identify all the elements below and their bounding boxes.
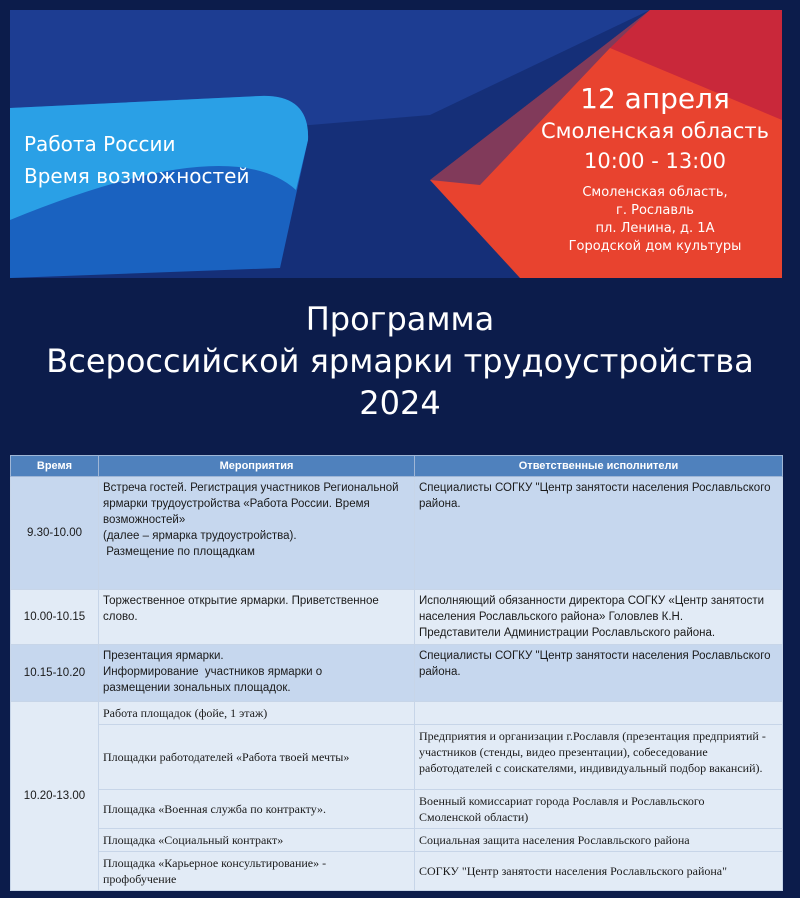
header-events: Мероприятия [99, 456, 415, 477]
banner-event-info [530, 82, 780, 256]
event-text-line: ярмарки трудоустройства «Работа России. Время [103, 498, 370, 510]
event-text-line: (далее – ярмарка трудоустройства). [103, 530, 297, 542]
row-event: Площадка «Социальный контракт» [99, 829, 415, 852]
responsible-text-line: Смоленской области) [419, 810, 529, 824]
row-event [99, 852, 415, 891]
event-date: 12 апреля [580, 82, 730, 115]
banner-slogan [24, 128, 249, 192]
row-time: 9.30-10.00 [11, 477, 99, 590]
responsible-text-line: Предприятия и организации г.Рославля (презентация предприятий - [419, 729, 766, 743]
responsible-text-line: Специалисты СОГКУ "Центр занятости населения Рославльского [419, 650, 771, 662]
program-heading [0, 298, 800, 424]
responsible-text-line: работодателей с соискателями, индивидуальный подбор вакансий). [419, 761, 763, 775]
table-row [11, 477, 783, 590]
heading-line-3: 2024 [359, 384, 441, 422]
row-responsible [415, 852, 783, 891]
table-row [11, 645, 783, 702]
event-text-line: слово. [103, 611, 138, 623]
responsible-text-line: участников (стенды, видео презентации), собеседование [419, 745, 708, 759]
slogan-line-1: Работа России [24, 132, 176, 156]
event-region: Смоленская область [540, 119, 770, 143]
row-responsible [415, 790, 783, 829]
responsible-text-line: Исполняющий обязанности директора СОГКУ «Центр занятости [419, 595, 765, 607]
event-banner [10, 10, 782, 278]
address-line: Городской дом культуры [568, 239, 742, 254]
row-responsible [415, 829, 783, 852]
responsible-text-line: района. [419, 666, 461, 678]
header-responsible: Ответственные исполнители [415, 456, 783, 477]
row-time: 10.00-10.15 [11, 590, 99, 645]
event-text-line: возможностей» [103, 514, 186, 526]
row-event: Площадки работодателей «Работа твоей мечты» [99, 725, 415, 790]
event-address [530, 184, 780, 256]
table-row [11, 852, 783, 891]
event-text-line: профобучение [103, 872, 177, 886]
row-responsible [415, 702, 783, 725]
responsible-text-line: СОГКУ "Центр занятости населения Рославльского района" [419, 864, 728, 878]
row-time: 10.15-10.20 [11, 645, 99, 702]
row-event [99, 590, 415, 645]
address-line: г. Рославль [616, 203, 694, 218]
table-row [11, 725, 783, 790]
row-event [99, 645, 415, 702]
row-time: 10.20-13.00 [11, 702, 99, 891]
slogan-line-2: Время возможностей [24, 164, 250, 188]
responsible-text-line: Специалисты СОГКУ "Центр занятости населения Рославльского [419, 482, 771, 494]
table-row [11, 790, 783, 829]
responsible-text-line: населения Рославльского района» Головлев К.Н. [419, 611, 684, 623]
table-header-row [11, 456, 783, 477]
program-table [10, 455, 783, 891]
event-text-line: размещении зональных площадок. [103, 682, 291, 694]
table-row [11, 702, 783, 725]
row-responsible [415, 477, 783, 590]
row-event [99, 477, 415, 590]
event-text-line: Торжественное открытие ярмарки. Приветственное [103, 595, 379, 607]
heading-line-2: Всероссийской ярмарки трудоустройства [46, 342, 754, 380]
row-event: Работа площадок (фойе, 1 этаж) [99, 702, 415, 725]
event-time: 10:00 - 13:00 [584, 149, 726, 173]
event-text-line: Размещение по площадкам [103, 546, 255, 558]
address-line: Смоленская область, [582, 185, 728, 200]
event-text-line: Презентация ярмарки. [103, 650, 224, 662]
responsible-text-line: Военный комиссариат города Рославля и Рославльского [419, 794, 705, 808]
row-responsible [415, 725, 783, 790]
table-row [11, 829, 783, 852]
event-text-line: Информирование участников ярмарки о [103, 666, 323, 678]
responsible-text-line: Представители Администрации Рославльского района. [419, 627, 716, 639]
event-text-line: Встреча гостей. Регистрация участников Региональной [103, 482, 399, 494]
responsible-text-line: района. [419, 498, 461, 510]
row-responsible [415, 645, 783, 702]
responsible-text-line: Социальная защита населения Рославльского района [419, 833, 690, 847]
table-row [11, 590, 783, 645]
header-time: Время [11, 456, 99, 477]
row-responsible [415, 590, 783, 645]
row-event: Площадка «Военная служба по контракту». [99, 790, 415, 829]
event-text-line: Площадка «Карьерное консультирование» - [103, 856, 327, 870]
heading-line-1: Программа [305, 300, 495, 338]
address-line: пл. Ленина, д. 1А [595, 221, 715, 236]
